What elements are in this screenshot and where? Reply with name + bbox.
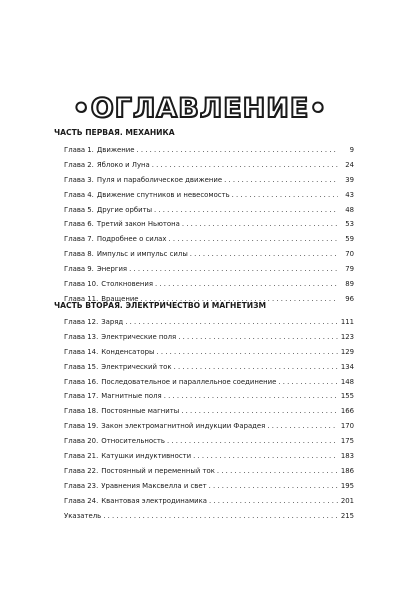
chapter-number: Глава 8. (64, 250, 94, 259)
leader-dots (232, 188, 338, 203)
toc-entry[interactable] (64, 217, 354, 232)
chapter-title: Электрические поля (101, 332, 177, 341)
leader-dots (174, 360, 338, 375)
chapter-title: Подробнее о силах (96, 235, 167, 244)
chapter-title: Энергия (96, 265, 128, 274)
leader-dots (209, 494, 338, 509)
toc-list-part-2 (64, 315, 354, 523)
chapter-number: Глава 4. (64, 190, 94, 199)
toc-entry[interactable] (64, 449, 354, 464)
toc-entry[interactable] (64, 479, 354, 494)
leader-dots (154, 203, 338, 218)
page-number: 39 (345, 175, 354, 184)
chapter-number: Глава 6. (64, 220, 94, 229)
chapter-title: Конденсаторы (101, 347, 155, 356)
page-number: 183 (340, 452, 354, 461)
chapter-number: Глава 9. (64, 265, 94, 274)
chapter-number: Глава 11. (64, 294, 99, 303)
leader-dots (193, 449, 338, 464)
page-number: 186 (340, 466, 354, 475)
toc-entry[interactable] (64, 389, 354, 404)
chapter-number: Глава 10. (64, 280, 99, 289)
leader-dots (278, 375, 338, 390)
toc-entry[interactable] (64, 188, 354, 203)
chapter-title: Указатель (64, 511, 102, 520)
part-heading-mechanics: ЧАСТЬ ПЕРВАЯ. МЕХАНИКА (54, 128, 175, 137)
leader-dots (155, 277, 338, 292)
chapter-title: Относительность (101, 437, 165, 446)
part-heading-electricity: ЧАСТЬ ВТОРАЯ. ЭЛЕКТРИЧЕСТВО И МАГНЕТИЗМ (54, 301, 267, 310)
toc-entry[interactable] (64, 277, 354, 292)
page-number: 89 (345, 280, 354, 289)
toc-entry[interactable] (64, 262, 354, 277)
toc-entry[interactable] (64, 419, 354, 434)
toc-entry[interactable] (64, 404, 354, 419)
leader-dots (267, 419, 338, 434)
chapter-number: Глава 19. (64, 422, 99, 431)
leader-dots (190, 247, 338, 262)
page-number: 195 (340, 481, 354, 490)
chapter-number: Глава 14. (64, 347, 99, 356)
toc-entry[interactable] (64, 375, 354, 390)
page-number: 134 (340, 362, 354, 371)
toc-list-part-1 (64, 143, 354, 307)
leader-dots (156, 345, 338, 360)
page-number: 215 (340, 511, 354, 520)
chapter-title: Магнитные поля (101, 392, 162, 401)
leader-dots (129, 262, 338, 277)
page-number: 79 (345, 265, 354, 274)
chapter-title: Постоянный и переменный ток (101, 466, 215, 475)
chapter-title: Движение спутников и невесомость (96, 190, 230, 199)
page-number: 148 (340, 377, 354, 386)
leader-dots (182, 217, 338, 232)
page-number: 9 (349, 146, 354, 154)
leader-dots (224, 173, 338, 188)
page-number: 111 (340, 318, 354, 326)
page-number: 155 (340, 392, 354, 401)
toc-entry[interactable] (64, 173, 354, 188)
chapter-title: Электрический ток (101, 362, 172, 371)
toc-entry[interactable] (64, 158, 354, 173)
page-number: 123 (340, 332, 354, 341)
page-number: 96 (345, 294, 354, 303)
toc-entry[interactable] (64, 232, 354, 247)
chapter-number: Глава 16. (64, 377, 99, 386)
leader-dots (125, 315, 338, 330)
chapter-number: Глава 1. (64, 146, 94, 154)
toc-entry[interactable] (64, 330, 354, 345)
leader-dots (168, 232, 338, 247)
chapter-number: Глава 21. (64, 452, 99, 461)
chapter-title: Третий закон Ньютона (96, 220, 180, 229)
toc-entry[interactable] (64, 203, 354, 218)
page-number: 43 (345, 190, 354, 199)
leader-dots (178, 330, 338, 345)
chapter-title: Яблоко и Луна (96, 160, 150, 169)
leader-dots (209, 479, 338, 494)
chapter-number: Глава 17. (64, 392, 99, 401)
page-number: 166 (340, 407, 354, 416)
chapter-title: Последовательное и параллельное соединение (101, 377, 277, 386)
page-number: 129 (340, 347, 354, 356)
chapter-number: Глава 24. (64, 496, 99, 505)
toc-entry[interactable] (64, 247, 354, 262)
chapter-title: Другие орбиты (96, 205, 153, 214)
page-number: 70 (345, 250, 354, 259)
chapter-number: Глава 18. (64, 407, 99, 416)
leader-dots (136, 143, 338, 158)
chapter-title: Движение (96, 146, 135, 154)
toc-entry[interactable] (64, 464, 354, 479)
page-number: 48 (345, 205, 354, 214)
toc-title-text: •ОГЛАВЛЕНИЕ• (72, 93, 328, 124)
chapter-title: Уравнения Максвелла и свет (101, 481, 207, 490)
page-number: 175 (340, 437, 354, 446)
leader-dots (217, 464, 338, 479)
chapter-title: Катушки индуктивности (101, 452, 192, 461)
chapter-title: Квантовая электродинамика (101, 496, 208, 505)
toc-entry[interactable] (64, 360, 354, 375)
chapter-number: Глава 22. (64, 466, 99, 475)
leader-dots (181, 404, 338, 419)
toc-entry-index[interactable] (64, 509, 354, 524)
page-number: 59 (345, 235, 354, 244)
chapter-number: Глава 7. (64, 235, 94, 244)
chapter-number: Глава 15. (64, 362, 99, 371)
leader-dots (167, 434, 338, 449)
page-number: 24 (345, 160, 354, 169)
page-number: 53 (345, 220, 354, 229)
chapter-number: Глава 13. (64, 332, 99, 341)
chapter-title: Закон электромагнитной индукции Фарадея (101, 422, 266, 431)
leader-dots (164, 389, 338, 404)
chapter-title: Заряд (101, 318, 124, 326)
chapter-number: Глава 12. (64, 318, 99, 326)
page-number: 170 (340, 422, 354, 431)
page-number: 201 (340, 496, 354, 505)
chapter-number: Глава 2. (64, 160, 94, 169)
chapter-title: Постоянные магниты (101, 407, 180, 416)
toc-entry[interactable] (64, 434, 354, 449)
chapter-title: Пуля и параболическое движение (96, 175, 223, 184)
chapter-title: Импульс и импульс силы (96, 250, 188, 259)
chapter-number: Глава 20. (64, 437, 99, 446)
chapter-number: Глава 5. (64, 205, 94, 214)
toc-entry[interactable] (64, 494, 354, 509)
chapter-number: Глава 3. (64, 175, 94, 184)
leader-dots (103, 509, 338, 524)
leader-dots (152, 158, 338, 173)
chapter-title: Вращение (101, 294, 139, 303)
toc-title (0, 94, 400, 124)
toc-entry[interactable] (64, 345, 354, 360)
chapter-title: Столкновения (101, 280, 154, 289)
toc-entry[interactable] (64, 143, 354, 158)
toc-entry[interactable] (64, 315, 354, 330)
chapter-number: Глава 23. (64, 481, 99, 490)
